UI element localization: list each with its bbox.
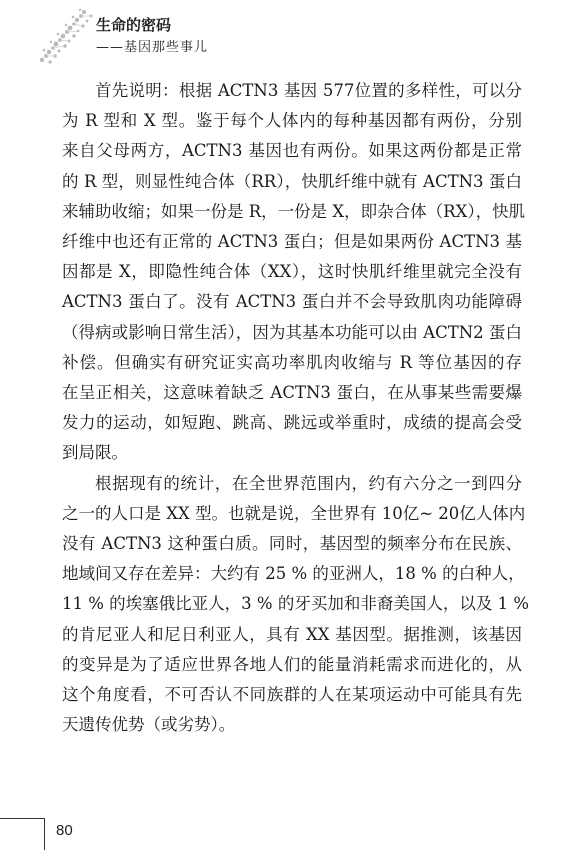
text-line: 来自父母两方，ACTN3 基因也有两份。如果这两份都是正常 — [62, 141, 522, 161]
text-line: （得病或影响日常生活），因为其基本功能可以由 ACTN2 蛋白 — [62, 322, 522, 342]
paragraph-2 — [62, 469, 529, 741]
footer-rule — [0, 818, 44, 819]
text-line: 11 % 的埃塞俄比亚人，3 % 的牙买加和非裔美国人，以及 1 % — [62, 594, 529, 614]
paragraph-1 — [62, 76, 526, 469]
dna-helix-icon — [36, 6, 96, 64]
book-subtitle: ——基因那些事儿 — [96, 40, 209, 55]
text-line: 根据现有的统计，在全世界范围内，约有六分之一到四分 — [95, 473, 522, 493]
text-line: 发力的运动，如短跑、跳高、跳远或举重时，成绩的提高会受 — [62, 413, 522, 433]
page-body — [62, 76, 529, 740]
text-line: 为 R 型和 X 型。鉴于每个人体内的每种基因都有两份，分别 — [62, 111, 522, 131]
text-line: ACTN3 蛋白了。没有 ACTN3 蛋白并不会导致肌肉功能障碍 — [62, 292, 522, 312]
footer-divider — [44, 818, 45, 850]
page-number: 80 — [56, 822, 73, 839]
text-line: 的肯尼亚人和尼日利亚人，具有 XX 基因型。据推测，该基因 — [62, 624, 522, 644]
text-line: 补偿。但确实有研究证实高功率肌肉收缩与 R 等位基因的存 — [62, 352, 522, 372]
text-line: 没有 ACTN3 这种蛋白质。同时，基因型的频率分布在民族、 — [62, 534, 522, 554]
running-header — [36, 6, 296, 64]
book-title: 生命的密码 — [96, 16, 172, 34]
page-footer — [0, 810, 570, 850]
text-line: 到局限。 — [62, 443, 128, 463]
text-line: 因都是 X，即隐性纯合体（XX），这时快肌纤维里就完全没有 — [62, 262, 522, 282]
text-line: 首先说明：根据 ACTN3 基因 577位置的多样性，可以分 — [95, 81, 522, 100]
text-line: 纤维中也还有正常的 ACTN3 蛋白；但是如果两份 ACTN3 基 — [62, 232, 522, 252]
text-line: 在呈正相关，这意味着缺乏 ACTN3 蛋白，在从事某些需要爆 — [62, 383, 522, 403]
text-line: 的变异是为了适应世界各地人们的能量消耗需求而进化的，从 — [62, 654, 522, 674]
text-line: 之一的人口是 XX 型。也就是说，全世界有 10亿~ 20亿人体内 — [62, 503, 526, 523]
text-line: 地域间又存在差异：大约有 25 % 的亚洲人，18 % 的白种人， — [62, 564, 525, 584]
text-line: 的 R 型，则显性纯合体（RR），快肌纤维中就有 ACTN3 蛋白 — [62, 171, 522, 191]
text-line: 这个角度看，不可否认不同族群的人在某项运动中可能具有先 — [62, 685, 522, 705]
text-line: 天遗传优势（或劣势）。 — [62, 715, 236, 735]
text-line: 来辅助收缩；如果一份是 R，一份是 X，即杂合体（RX），快肌 — [62, 201, 526, 221]
